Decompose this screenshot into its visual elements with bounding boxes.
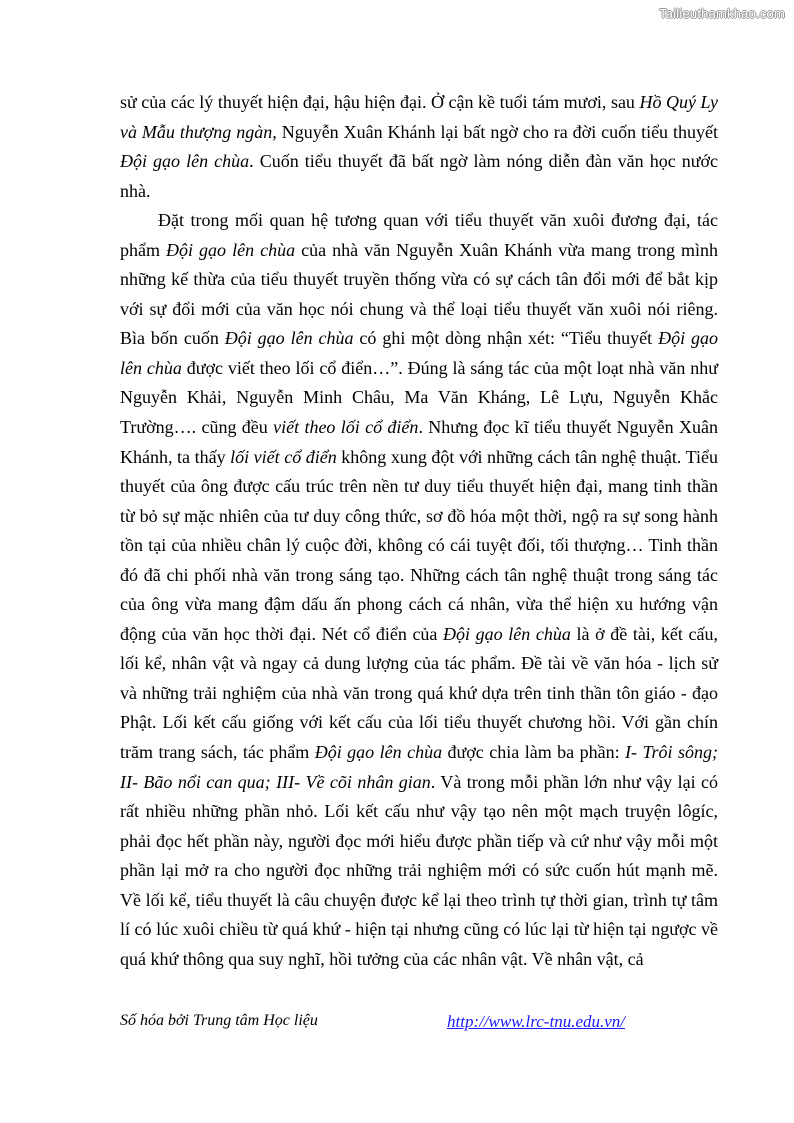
footer-credit: Số hóa bởi Trung tâm Học liệu [120, 1012, 318, 1029]
italic-text-run: Đội gạo lên chùa [166, 239, 296, 260]
text-run: được viết theo lối cổ điển…”. Đúng là sáng tác của một loạt nhà văn như Nguyễn Khải, Nguyễn Minh Châu, Ma Văn Kháng, Lê Lựu, Nguyễn Khắc Trường…. cũng đều [120, 357, 718, 438]
text-run: có ghi một dòng nhận xét: “Tiểu thuyết [353, 328, 659, 349]
italic-text-run: Đội gạo lên chùa [443, 623, 571, 644]
italic-text-run: Đội gạo lên chùa [120, 151, 250, 172]
text-run: . Và trong mỗi phần lớn như vậy lại có rất nhiều những phần nhỏ. Lối kết cấu như vậy tạo nên một mạch truyện lôgíc, phải đọc hết phần này, người đọc mới hiểu được phần tiếp và cứ như vậy mỗi một phần lại mở ra cho người đọc những trải nghiệm mới có sức cuốn hút mạnh mẽ. Về lối kể, tiểu thuyết là câu chuyện được kể lại theo trình tự thời gian, trình tự tâm lí có lúc xuôi chiều từ quá khứ - hiện tại nhưng cũng có lúc lại từ hiện tại ngược về quá khứ thông qua suy nghĩ, hồi tưởng của các nhân vật. Về nhân vật, cả [120, 771, 718, 969]
italic-text-run: Đội gạo lên chùa [120, 328, 718, 378]
italic-text-run: Đội gạo lên chùa [314, 742, 443, 763]
watermark-text: Tailieuthamkhao.com [659, 6, 785, 21]
italic-text-run: Đội gạo lên chùa [224, 328, 354, 349]
text-run: Đặt trong mối quan hệ tương quan với tiểu thuyết văn xuôi đương đại, tác phẩm [120, 210, 718, 260]
text-run: sử của các lý thuyết hiện đại, hậu hiện đại. Ở cận kề tuổi tám mươi, sau [120, 92, 640, 112]
text-run: được chia làm ba phần: [442, 742, 626, 763]
italic-text-run: I- Trôi sông; II- Bão nổi can qua; III- Về cõi nhân gian [120, 742, 718, 792]
document-body [120, 88, 718, 974]
text-run: của nhà văn Nguyễn Xuân Khánh vừa mang trong mình những kế thừa của tiểu thuyết truyền thống vừa có sự cách tân đổi mới để bắt kịp với sự đổi mới của văn học nói chung và thể loại tiểu thuyết văn xuôi nói riêng. Bìa bốn cuốn [120, 239, 719, 349]
italic-text-run: Hồ Quý Ly và Mẫu thượng ngàn, [120, 92, 718, 142]
italic-text-run: lối viết cổ điển [230, 446, 337, 467]
text-run: . Nhưng đọc kĩ tiểu thuyết Nguyễn Xuân Khánh, ta thấy [120, 417, 719, 467]
italic-text-run: viết theo lối cổ điển [273, 417, 419, 438]
text-run: không xung đột với những cách tân nghệ thuật. Tiểu thuyết của ông được cấu trúc trên nền tư duy tiểu thuyết hiện đại, mang tinh thần từ bỏ sự mặc nhiên của tư duy công thức, sơ đồ hóa một thời, ngộ ra sự song hành tồn tại của nhiều chân lý cuộc đời, không có cái tuyệt đối, tối thượng… Tinh thần đó đã chi phối nhà văn trong sáng tạo. Những cách tân nghệ thuật trong sáng tác của ông vừa mang đậm dấu ấn phong cách cá nhân, vừa thể hiện xu hướng vận động của văn học thời đại. Nét cổ điển của [120, 446, 718, 644]
text-run: . Cuốn tiểu thuyết đã bất ngờ làm nóng diễn đàn văn học nước nhà. [120, 151, 718, 201]
paragraph [120, 88, 718, 206]
paragraph [120, 206, 718, 974]
text-run: Nguyễn Xuân Khánh lại bất ngờ cho ra đời cuốn tiểu thuyết [276, 121, 718, 142]
page-footer [120, 1012, 720, 1036]
footer-link[interactable]: http://www.lrc-tnu.edu.vn/ [447, 1012, 626, 1031]
text-run: là ở đề tài, kết cấu, lối kể, nhân vật và ngay cả dung lượng của tác phẩm. Đề tài về văn hóa - lịch sử và những trải nghiệm của nhà văn trong quá khứ dựa trên tinh thần tôn giáo - đạo Phật. Lối kết cấu giống với kết cấu của lối tiểu thuyết chương hồi. Với gần chín trăm trang sách, tác phẩm [120, 623, 719, 763]
